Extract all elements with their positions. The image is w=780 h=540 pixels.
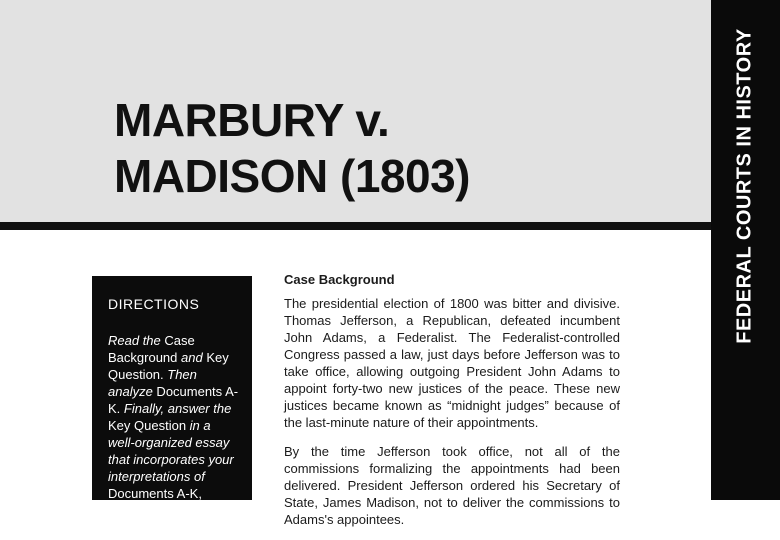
directions-part: Documents A-K. bbox=[108, 384, 239, 416]
directions-part: Key Question. bbox=[108, 350, 229, 382]
directions-part: in a well-organized essay that incorporates your interpretations of bbox=[108, 418, 234, 484]
case-background-paragraph-2: By the time Jefferson took office, not all of the commissions formalizing the appointments had been delivered. President Jefferson ordered his Secretary of State, James Madison, not to deliver the commissions to Adams's appointees. bbox=[284, 444, 620, 527]
directions-part: Read the bbox=[108, 333, 161, 348]
directions-part: Case Background bbox=[108, 333, 195, 365]
side-label: FEDERAL COURTS IN HISTORY bbox=[733, 28, 756, 344]
directions-part: Finally, answer the bbox=[123, 401, 232, 416]
title-line-1: MARBURY v. bbox=[114, 94, 390, 146]
header-rule bbox=[0, 222, 711, 230]
case-background-paragraph-1: The presidential election of 1800 was bitter and divisive. Thomas Jefferson, a Republican, defeated incumbent John Adams, a Federalist. The Federalist-controlled Congress passed a law, just days before Jefferson was to take office, allowing outgoing President John Adams to appoint forty-two new justices of the peace. These new justices became known as “midnight judges” because of the last-minute nature of their appointments. bbox=[284, 296, 620, 430]
directions-box bbox=[92, 276, 252, 500]
directions-text bbox=[108, 332, 240, 500]
directions-part: Documents A-K, bbox=[108, 486, 202, 500]
directions-part: Then analyze bbox=[108, 367, 197, 399]
case-background-heading: Case Background bbox=[284, 272, 395, 287]
directions-part: and bbox=[181, 350, 203, 365]
title-line-2: MADISON (1803) bbox=[114, 150, 470, 202]
directions-heading: DIRECTIONS bbox=[108, 296, 200, 312]
directions-part: Key Question bbox=[108, 418, 190, 433]
page-title bbox=[114, 92, 470, 204]
